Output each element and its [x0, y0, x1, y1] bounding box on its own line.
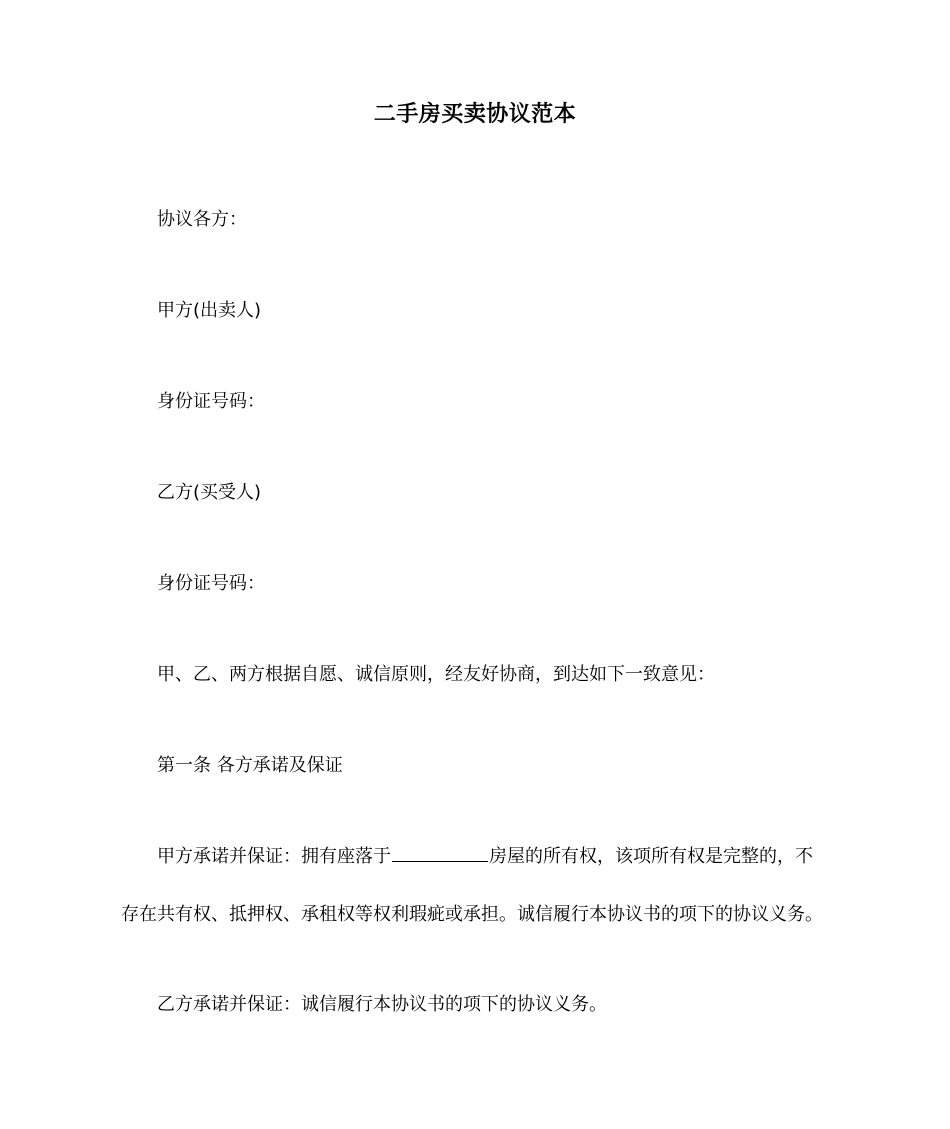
- party-a-promise-line-2: 存在共有权、抵押权、承租权等权利瑕疵或承担。诚信履行本协议书的项下的协议义务。: [121, 904, 823, 925]
- article-1-heading: 第一条 各方承诺及保证: [157, 755, 343, 776]
- party-a-label: 甲方(出卖人): [157, 300, 262, 321]
- party-a-id-label: 身份证号码：: [157, 391, 265, 412]
- party-a-promise-line-1: [157, 844, 813, 870]
- party-b-id-label: 身份证号码：: [157, 573, 265, 594]
- party-b-promise: 乙方承诺并保证：诚信履行本协议书的项下的协议义务。: [157, 994, 607, 1015]
- parties-label: 协议各方：: [157, 209, 247, 230]
- party-b-label: 乙方(买受人): [157, 482, 262, 503]
- address-blank-field: [392, 844, 488, 862]
- party-a-promise-end: 房屋的所有权，该项所有权是完整的，不: [489, 846, 813, 867]
- preamble-paragraph: 甲、乙、两方根据自愿、诚信原则，经友好协商，到达如下一致意见：: [157, 664, 715, 685]
- party-a-promise-start: 甲方承诺并保证：拥有座落于: [157, 846, 391, 867]
- document-title: 二手房买卖协议范本: [373, 102, 577, 127]
